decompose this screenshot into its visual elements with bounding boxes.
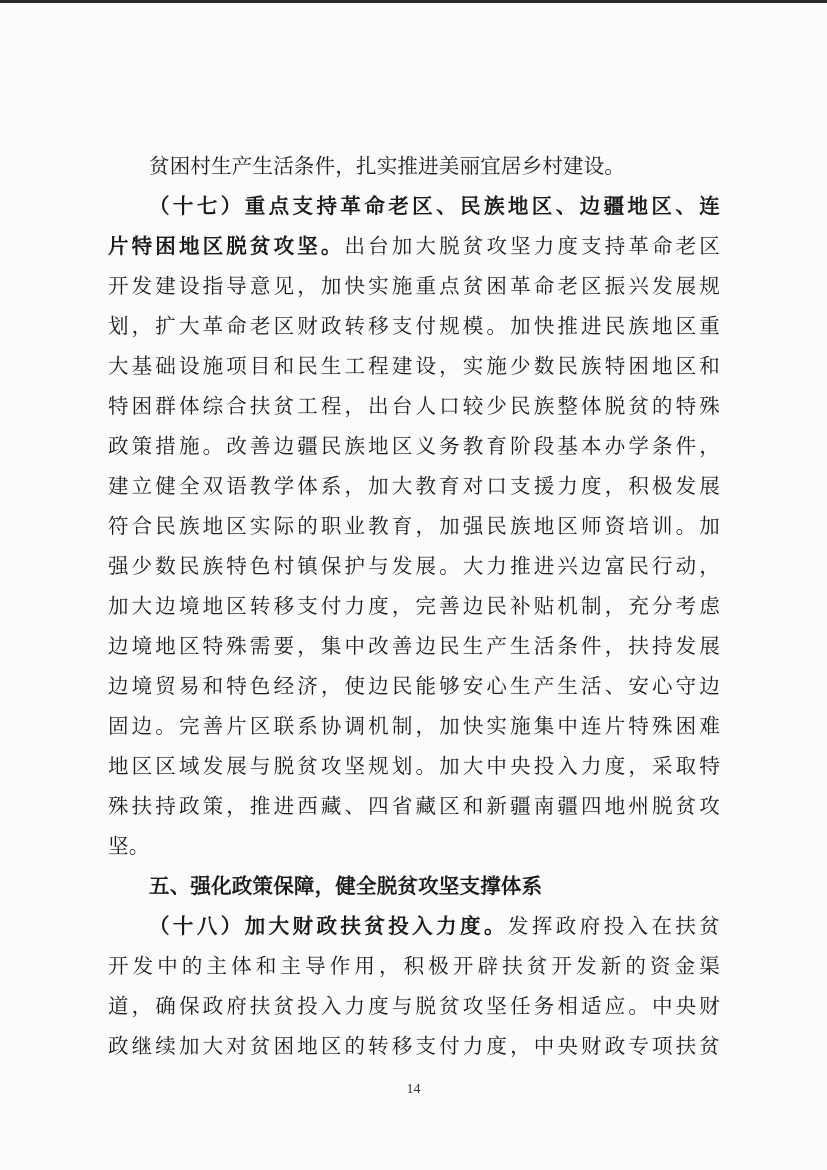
paragraph-line: 大基础设施项目和民生工程建设，实施少数民族特困地区和	[108, 354, 720, 378]
paragraph-line: 开发建设指导意见，加快实施重点贫困革命老区振兴发展规	[108, 274, 720, 298]
paragraph-line: 开发中的主体和主导作用，积极开辟扶贫开发新的资金渠	[108, 954, 720, 978]
chapter-5-heading: 五、强化政策保障，健全脱贫攻坚支撑体系	[149, 874, 543, 898]
paragraph-line: 加大边境地区转移支付力度，完善边民补贴机制，充分考虑	[108, 594, 720, 618]
paragraph-line: 划，扩大革命老区财政转移支付规模。加快推进民族地区重	[108, 314, 720, 338]
paragraph-line: 坚。	[108, 834, 150, 858]
top-border-rule	[0, 0, 827, 3]
paragraph-text: 出台加大脱贫攻坚力度支持革命老区	[344, 234, 721, 258]
paragraph-line: 地区区域发展与脱贫攻坚规划。加大中央投入力度，采取特	[108, 754, 720, 778]
section-17-title-end: 片特困地区脱贫攻坚。	[108, 234, 345, 258]
paragraph-line: 殊扶持政策，推进西藏、四省藏区和新疆南疆四地州脱贫攻	[108, 794, 720, 818]
paragraph-text: 发挥政府投入在扶贫	[507, 914, 720, 938]
section-17-title: （十七）重点支持革命老区、民族地区、边疆地区、连	[149, 194, 720, 218]
paragraph-line: 特困群体综合扶贫工程，出台人口较少民族整体脱贫的特殊	[108, 394, 720, 418]
paragraph-line: 强少数民族特色村镇保护与发展。大力推进兴边富民行动，	[108, 554, 720, 578]
section-18-title: （十八）加大财政扶贫投入力度。	[149, 914, 508, 938]
document-body	[108, 146, 720, 1066]
page-number: 14	[406, 1082, 421, 1097]
paragraph-line: 建立健全双语教学体系，加大教育对口支援力度，积极发展	[108, 474, 720, 498]
paragraph-line: 道，确保政府扶贫投入力度与脱贫攻坚任务相适应。中央财	[108, 994, 720, 1018]
paragraph-line: 固边。完善片区联系协调机制，加快实施集中连片特殊困难	[108, 714, 720, 738]
paragraph-line: 边境地区特殊需要，集中改善边民生产生活条件，扶持发展	[108, 634, 720, 658]
section-17-title-line	[108, 186, 720, 226]
paragraph-line: 政策措施。改善边疆民族地区义务教育阶段基本办学条件，	[108, 434, 720, 458]
paragraph-line: 政继续加大对贫困地区的转移支付力度，中央财政专项扶贫	[108, 1034, 720, 1058]
paragraph-line: 符合民族地区实际的职业教育，加强民族地区师资培训。加	[108, 514, 720, 538]
paragraph-line: 贫困村生产生活条件，扎实推进美丽宜居乡村建设。	[149, 154, 626, 178]
paragraph-line	[108, 226, 720, 266]
paragraph-line	[108, 906, 720, 946]
paragraph-line: 边境贸易和特色经济，使边民能够安心生产生活、安心守边	[108, 674, 720, 698]
